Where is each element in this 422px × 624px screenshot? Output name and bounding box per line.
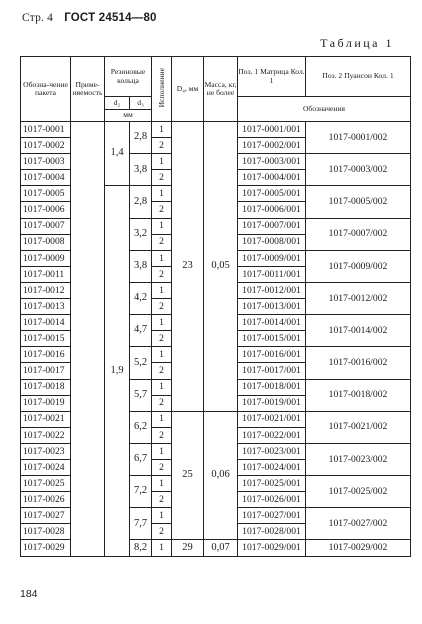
package-code: 1017-0019 [21, 395, 71, 411]
header-d4: D₄, мм [172, 57, 204, 122]
d3-value: 8,2 [130, 540, 152, 556]
d4-value: 25 [172, 411, 204, 540]
matrix-code: 1017-0014/001 [238, 315, 306, 331]
matrix-code: 1017-0023/001 [238, 443, 306, 459]
mass-value: 0,07 [204, 540, 238, 556]
matrix-code: 1017-0003/001 [238, 154, 306, 170]
header-execution: Исполнение [156, 68, 166, 108]
matrix-code: 1017-0022/001 [238, 427, 306, 443]
header-d3: d₃ [130, 97, 152, 110]
package-code: 1017-0025 [21, 476, 71, 492]
matrix-code: 1017-0021/001 [238, 411, 306, 427]
matrix-code: 1017-0009/001 [238, 250, 306, 266]
execution-value: 1 [152, 282, 172, 298]
execution-value: 1 [152, 347, 172, 363]
d3-value: 3,8 [130, 154, 152, 186]
execution-value: 1 [152, 186, 172, 202]
page-label: Стр. 4 [22, 12, 54, 24]
punch-code: 1017-0007/002 [306, 218, 411, 250]
header-mass: Масса, кг, не более [204, 57, 238, 122]
d3-value: 6,7 [130, 443, 152, 475]
data-table [20, 56, 411, 557]
matrix-code: 1017-0002/001 [238, 138, 306, 154]
header-designation: Обозна-чение пакета [21, 57, 71, 122]
execution-value: 2 [152, 524, 172, 540]
d3-value: 5,2 [130, 347, 152, 379]
package-code: 1017-0027 [21, 508, 71, 524]
usage-cell [71, 122, 105, 557]
header-pos2: Поз. 2 Пуансон Кол. 1 [306, 57, 411, 97]
matrix-code: 1017-0011/001 [238, 266, 306, 282]
punch-code: 1017-0025/002 [306, 476, 411, 508]
execution-value: 2 [152, 138, 172, 154]
package-code: 1017-0003 [21, 154, 71, 170]
package-code: 1017-0022 [21, 427, 71, 443]
execution-value: 2 [152, 363, 172, 379]
d3-value: 2,8 [130, 122, 152, 154]
matrix-code: 1017-0013/001 [238, 299, 306, 315]
d3-value: 4,2 [130, 282, 152, 314]
matrix-code: 1017-0008/001 [238, 234, 306, 250]
header-execution-cell [152, 57, 172, 122]
execution-value: 2 [152, 492, 172, 508]
header-pos1: Поз. 1 Матрица Кол. 1 [238, 57, 306, 97]
punch-code: 1017-0027/002 [306, 508, 411, 540]
package-code: 1017-0014 [21, 315, 71, 331]
execution-value: 2 [152, 331, 172, 347]
matrix-code: 1017-0016/001 [238, 347, 306, 363]
mass-value: 0,05 [204, 122, 238, 412]
matrix-code: 1017-0012/001 [238, 282, 306, 298]
execution-value: 1 [152, 379, 172, 395]
package-code: 1017-0029 [21, 540, 71, 556]
mass-value: 0,06 [204, 411, 238, 540]
execution-value: 1 [152, 476, 172, 492]
d3-value: 7,2 [130, 476, 152, 508]
execution-value: 2 [152, 459, 172, 475]
d2-value: 1,4 [105, 122, 130, 186]
execution-value: 1 [152, 250, 172, 266]
execution-value: 2 [152, 266, 172, 282]
standard-number: ГОСТ 24514—80 [64, 12, 157, 24]
package-code: 1017-0008 [21, 234, 71, 250]
package-code: 1017-0018 [21, 379, 71, 395]
package-code: 1017-0006 [21, 202, 71, 218]
header-d2: d₂ [105, 97, 130, 110]
package-code: 1017-0002 [21, 138, 71, 154]
matrix-code: 1017-0025/001 [238, 476, 306, 492]
package-code: 1017-0009 [21, 250, 71, 266]
matrix-code: 1017-0028/001 [238, 524, 306, 540]
matrix-code: 1017-0026/001 [238, 492, 306, 508]
d3-value: 5,7 [130, 379, 152, 411]
execution-value: 1 [152, 218, 172, 234]
punch-code: 1017-0014/002 [306, 315, 411, 347]
punch-code: 1017-0009/002 [306, 250, 411, 282]
matrix-code: 1017-0004/001 [238, 170, 306, 186]
execution-value: 1 [152, 443, 172, 459]
execution-value: 2 [152, 427, 172, 443]
matrix-code: 1017-0001/001 [238, 122, 306, 138]
d3-value: 2,8 [130, 186, 152, 218]
punch-code: 1017-0018/002 [306, 379, 411, 411]
matrix-code: 1017-0017/001 [238, 363, 306, 379]
punch-code: 1017-0001/002 [306, 122, 411, 154]
punch-code: 1017-0005/002 [306, 186, 411, 218]
matrix-code: 1017-0007/001 [238, 218, 306, 234]
d3-value: 3,2 [130, 218, 152, 250]
header-usage: Приме-няемость [71, 57, 105, 122]
execution-value: 1 [152, 540, 172, 556]
execution-value: 1 [152, 122, 172, 138]
table-row [21, 122, 411, 138]
d3-value: 7,7 [130, 508, 152, 540]
execution-value: 1 [152, 154, 172, 170]
package-code: 1017-0015 [21, 331, 71, 347]
table-caption: Таблица 1 [320, 36, 394, 50]
execution-value: 2 [152, 170, 172, 186]
package-code: 1017-0004 [21, 170, 71, 186]
matrix-code: 1017-0018/001 [238, 379, 306, 395]
package-code: 1017-0005 [21, 186, 71, 202]
header-rings: Резиновые кольца [105, 57, 152, 97]
d4-value: 23 [172, 122, 204, 412]
package-code: 1017-0011 [21, 266, 71, 282]
execution-value: 1 [152, 315, 172, 331]
execution-value: 2 [152, 299, 172, 315]
package-code: 1017-0017 [21, 363, 71, 379]
execution-value: 1 [152, 411, 172, 427]
header-designations: Обозначения [238, 97, 411, 122]
package-code: 1017-0026 [21, 492, 71, 508]
punch-code: 1017-0023/002 [306, 443, 411, 475]
matrix-code: 1017-0019/001 [238, 395, 306, 411]
matrix-code: 1017-0005/001 [238, 186, 306, 202]
header-mm: мм [105, 110, 152, 122]
matrix-code: 1017-0024/001 [238, 459, 306, 475]
package-code: 1017-0028 [21, 524, 71, 540]
punch-code: 1017-0021/002 [306, 411, 411, 443]
d4-value: 29 [172, 540, 204, 556]
matrix-code: 1017-0006/001 [238, 202, 306, 218]
matrix-code: 1017-0027/001 [238, 508, 306, 524]
package-code: 1017-0012 [21, 282, 71, 298]
punch-code: 1017-0012/002 [306, 282, 411, 314]
execution-value: 2 [152, 395, 172, 411]
punch-code: 1017-0016/002 [306, 347, 411, 379]
execution-value: 2 [152, 234, 172, 250]
punch-code: 1017-0003/002 [306, 154, 411, 186]
package-code: 1017-0021 [21, 411, 71, 427]
page-number: 184 [20, 588, 38, 600]
page-header [22, 12, 157, 24]
package-code: 1017-0024 [21, 459, 71, 475]
package-code: 1017-0001 [21, 122, 71, 138]
d3-value: 6,2 [130, 411, 152, 443]
punch-code: 1017-0029/002 [306, 540, 411, 556]
execution-value: 1 [152, 508, 172, 524]
d3-value: 3,8 [130, 250, 152, 282]
package-code: 1017-0016 [21, 347, 71, 363]
package-code: 1017-0023 [21, 443, 71, 459]
package-code: 1017-0007 [21, 218, 71, 234]
d3-value: 4,7 [130, 315, 152, 347]
matrix-code: 1017-0015/001 [238, 331, 306, 347]
execution-value: 2 [152, 202, 172, 218]
package-code: 1017-0013 [21, 299, 71, 315]
d2-value: 1,9 [105, 186, 130, 556]
matrix-code: 1017-0029/001 [238, 540, 306, 556]
